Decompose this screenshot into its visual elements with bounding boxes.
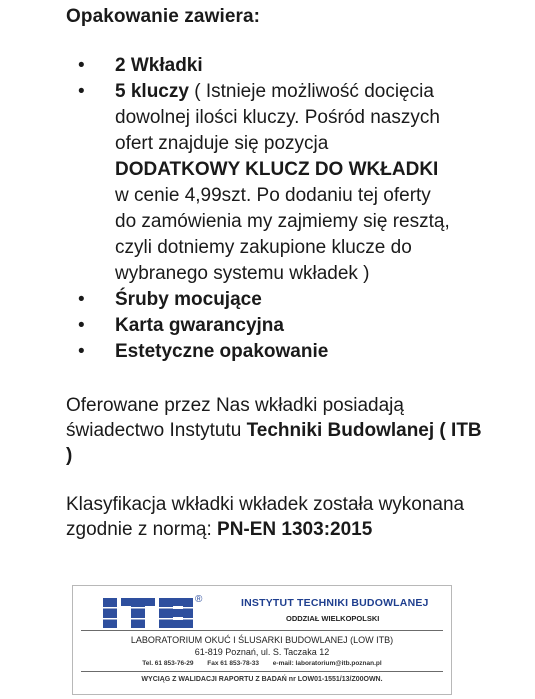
standard-name-bold: PN-EN 1303:2015 [217,519,373,540]
fax-number: Fax 61 853-78-33 [207,660,259,667]
institute-division: ODDZIAŁ WIELKOPOLSKI [286,614,380,623]
institute-name: INSTYTUT TECHNIKI BUDOWLANEJ [241,597,429,609]
laboratory-name: LABORATORIUM OKUĆ I ŚLUSARKI BUDOWLANEJ (LOW ITB) [130,635,394,645]
institute-name-bold: Techniki Budowlanej ( ITB ) [66,420,482,466]
bullet-icon: • [78,341,85,362]
item-offer-name: DODATKOWY KLUCZ DO WKŁADKI [115,159,439,180]
bullet-icon: • [78,289,85,310]
divider [81,671,443,672]
bullet-icon: • [78,55,85,76]
email-address: e-mail: laboratorium@itb.poznan.pl [272,660,382,667]
list-item [0,53,535,79]
item-label: 5 kluczy [115,81,189,102]
package-contents-heading: Opakowanie zawiera: [66,6,261,27]
item-label: Śruby mocujące [115,289,262,310]
package-contents-list [0,53,535,365]
phone-number: Tel. 61 853-76-29 [142,660,194,667]
item-description: ( Istnieje możliwość docięcia dowolnej ilości kluczy. Pośród naszych ofert znajduje się pozycja [115,81,440,154]
bullet-icon: • [78,81,85,102]
classification-text: Klasyfikacja wkładki wkładek została wykonana zgodnie z normą: [66,494,465,540]
divider [81,630,443,631]
certification-paragraph [66,393,486,468]
item-description-continued: w cenie 4,99szt. Po dodaniu tej oferty do zamówienia my zajmiemy się resztą, czyli dotniemy zakupione klucze do wybranego systemu wkładek ) [115,185,450,284]
itb-certificate-image [72,585,452,695]
validation-note: WYCIĄG Z WALIDACJI RAPORTU Z BADAŃ nr LOW01-1551/13/Z00OWN. [141,676,383,683]
list-item [0,313,535,339]
registered-mark: ® [195,594,203,605]
certification-text: Oferowane przez Nas wkładki posiadają świadectwo Instytutu [66,395,404,441]
laboratory-address: 61-819 Poznań, ul. S. Taczaka 12 [194,647,330,657]
item-label: Karta gwarancyjna [115,315,284,336]
classification-paragraph [66,492,486,542]
item-label: Estetyczne opakowanie [115,341,329,362]
item-label: 2 Wkładki [115,55,203,76]
list-item [0,79,535,287]
list-item [0,339,535,365]
itb-logo-icon [99,598,197,628]
contact-line [73,660,451,667]
bullet-icon: • [78,315,85,336]
list-item [0,287,535,313]
